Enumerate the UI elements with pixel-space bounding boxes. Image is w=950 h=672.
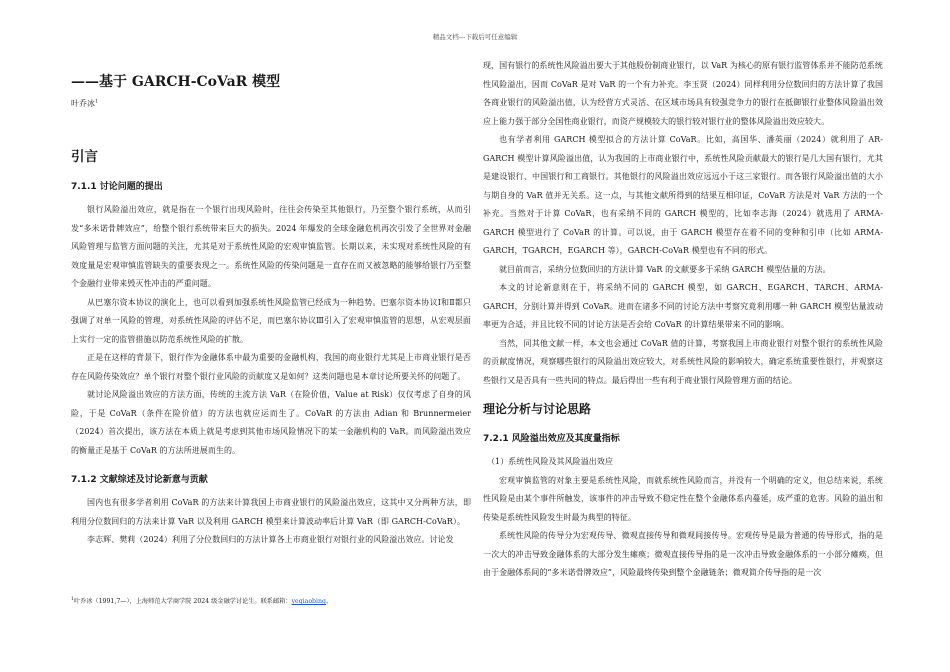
paragraph: 正是在这样的背景下，银行作为金融体系中最为重要的金融机构，我国的商业银行尤其是上市商业银行是否存在风险传染效应？单个银行对整个银行业风险的贡献度又是如何？这类问题也是本章讨论所要关怀的问题了。 — [71, 353, 471, 381]
paragraph: 也有学者利用 GARCH 模型拟合的方法计算 CoVaR。比如，高国华、潘英丽（2024）就利用了 AR-GARCH 模型计算风险溢出值，认为我国的上市商业银行中，系统性风险贡献最大的银行是几大国有银行，尤其是建设银行、中国银行和工商银行。其他银行的风险溢出效应远远小于这三家银行。而各银行风险溢出值的大小与期自身的 VaR 值并无关系。这一点，与其他文献所得到的结果互相印证，CoVaR 方法是对 VaR 方法的一个补充。当然对于计算 CoVaR，也有采纳不同的 GARCH 模型的，比如李志海（2024）就选用了 ARMA-GARCH 模型进行了 CoVaR 的计算。可以说，由于 GARCH 模型存在着不同的变种和引申（比如 ARMA-GARCH，TGARCH，EGARCH 等），GARCH-CoVaR 模型也有不同的形式。 — [483, 135, 883, 255]
section-heading-theory: 理论分析与讨论思路 — [483, 402, 592, 416]
right-column — [483, 57, 883, 583]
sub-item-heading: （1）系统性风险及其风险溢出效应 — [487, 457, 613, 466]
paragraph: 李志辉、樊莉（2024）利用了分位数回归的方法计算各上市商业银行对银行业的风险溢出效应。讨论发 — [87, 535, 454, 544]
email-link[interactable]: yeqiaobing — [291, 598, 326, 605]
paragraph: 系统性风险的传导分为宏观传导、微观直接传导和微观间接传导。宏观传导是最为普通的传导形式，指的是一次大的冲击导致金融体系的大部分发生瘫痪；微观直接传导指的是一次冲击导致金融体系的一小部分瘫痪，但由于金融体系间的“多米诺骨牌效应”，风险最终传染到整个金融链条；微观简介传导指的是一次 — [483, 531, 883, 577]
paragraph: 国内也有很多学者利用 CoVaR 的方法来计算我国上市商业银行的风险溢出效应，这其中又分两种方法，即利用分位数回归的方法来计算 VaR 以及利用 GARCH 模型来计算波动率后计算 VaR（即 GARCH-CoVaR）。 — [71, 498, 471, 526]
subsection-heading-7-1-2: 7.1.2 文献综述及讨论新意与贡献 — [71, 475, 208, 485]
page-header-note: 精品文档---下载后可任意编辑 — [432, 33, 518, 41]
left-column — [71, 55, 471, 550]
paragraph: 就目前而言，采纳分位数回归的方法计算 VaR 的文献要多于采纳 GARCH 模型估量的方法。 — [499, 264, 831, 274]
footnote-mark: 1 — [71, 596, 74, 602]
footnote-text: 叶乔冰（1991,7—），上海师范大学商学院 2024 级金融学讨论生。联系邮箱： — [73, 598, 292, 605]
paragraph: 就讨论风险溢出效应的方法方面，传统的主流方法 VaR（在险价值，Value at Risk）仅仅考虑了自身的风险，于是 CoVaR（条件在险价值）的方法也就应运而生了。CoVaR 的方法由 Adian 和 Brunnermeier（2024）首次提出，该方法在本质上就是考虑到其他市场风险情况下的某一金融机构的 VaR。而风险溢出效应的衡量正是基于 CoVaR 的方法所进展而生的。 — [71, 390, 471, 455]
author-name: 叶乔冰 — [71, 99, 95, 108]
paragraph: 当然，同其他文献一样，本文也会通过 CoVaR 值的计算，考察我国上市商业银行对整个银行的系统性风险的贡献度情况，观察哪些银行的风险溢出效应较大，对系统性风险的影响较大，确定系统重要性银行，并观察这些银行又是否具有一些共同的特点。最后得出一些有利于商业银行风险管理方面的结论。 — [483, 338, 883, 385]
document-title: ——基于 GARCH-CoVaR 模型 — [71, 74, 281, 90]
paragraph: 现，国有银行的系统性风险溢出要大于其他股份制商业银行，以 VaR 为核心的原有银行监管体系并不能防范系统性风险溢出，因而 CoVaR 是对 VaR 的一个有力补充。李玉贤（2024）同样利用分位数回归的方法计算了我国各商业银行的风险溢出值，认为经营方式灵活、在区域市场具有较强竞争力的银行在抵御银行业整体风险溢出效应上能力强于部分全国性商业银行，而资产规模较大的银行较对银行业的整体风险溢出效应较大。 — [483, 61, 883, 126]
paragraph: 本文的讨论新意则在于，将采纳不同的 GARCH 模型，如 GARCH、EGARCH、TARCH、ARMA-GARCH，分别计算并得到 CoVaR。进而在诸多不同的讨论方法中考察究竟利用哪一种 GARCH 模型估量波动率更为合适，并且比较不同的讨论方法是否会给 CoVaR 的计算结果带来不同的影响。 — [483, 283, 883, 329]
subsection-heading-7-2-1: 7.2.1 风险溢出效应及其度量指标 — [483, 434, 620, 444]
paragraph: 从巴塞尔资本协议的演化上，也可以看到加强系统性风险监管已经成为一种趋势。巴塞尔资本协议Ⅰ和Ⅱ都只强调了对单一风险的管理，对系统性风险的评估不足，而巴塞尔协议Ⅲ引入了宏观审慎监管的思想，从宏观层面上实行一定的监管措施以防范系统性风险的扩散。 — [71, 297, 471, 344]
footnote: $^1$叶乔冰（1991,7—），上海师范大学商学院 2024 级金融学讨论生。联系邮箱：yeqiaobing。 — [71, 596, 333, 605]
paragraph: 银行风险溢出效应，就是指在一个银行出现风险时，往往会传染至其他银行，乃至整个银行系统，从而引发“多米诺骨牌效应”，给整个银行系统带来巨大的损失。2024 年爆发的全球金融危机再次引发了全世界对金融风险管理与监管方面问题的关注，尤其是对于系统性风险的宏观审慎监管。长期以来，未实现对系统性风险的有效度量是宏观审慎监管缺失的重要表现之一。系统性风险的传染问题是一直存在而又被忽略的能够给银行乃至整个金融行业带来毁灭性冲击的严重问题。 — [71, 205, 471, 288]
author-line — [71, 98, 471, 109]
paragraph: 宏观审慎监管的对象主要是系统性风险，而就系统性风险而言，并没有一个明确的定义，但总结来说，系统性风险是由某个事件所触发，该事件的冲击导致不稳定性在整个金融体系内蔓延，成严重的危害。风险的溢出和传染是系统性风险发生时最为典型的特征。 — [483, 475, 883, 522]
section-heading-intro: 引言 — [71, 149, 98, 165]
subsection-heading-7-1-1: 7.1.1 讨论问题的提出 — [71, 182, 163, 192]
author-footnote-mark: 1 — [95, 98, 99, 105]
